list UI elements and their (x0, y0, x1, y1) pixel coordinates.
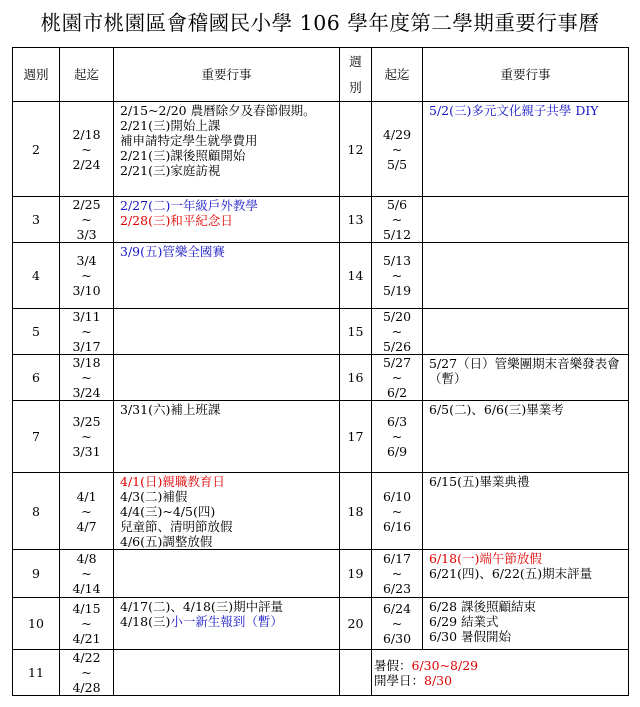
event-text: 5/2(三)多元文化親子共學 DIY (429, 103, 599, 118)
event-item (120, 474, 339, 489)
date-separator: ~ (81, 503, 92, 519)
date-separator: ~ (81, 324, 92, 339)
end-date: 6/30 (382, 631, 412, 646)
start-date: 5/27 (382, 355, 412, 370)
start-date: 3/18 (72, 355, 101, 370)
header-events: 重要行事 (114, 48, 340, 102)
event-item (120, 599, 339, 614)
week-number: 14 (340, 243, 372, 309)
date-range-cell (60, 243, 114, 309)
event-text-continued: 小一新生報到（暫） (170, 614, 283, 629)
date-range-cell (60, 355, 114, 401)
week-number: 3 (13, 197, 60, 243)
events-cell (114, 598, 340, 650)
event-item (120, 519, 339, 534)
event-text: 2/21(三)課後照顧開始 (120, 148, 246, 163)
start-date: 2/25 (72, 197, 101, 212)
event-text: 2/15~2/20 農曆除夕及春節假期。 (120, 103, 316, 118)
date-separator: ~ (391, 141, 403, 157)
week-number: 12 (340, 102, 372, 197)
events-cell (423, 197, 629, 243)
table-row (13, 473, 629, 550)
end-date: 3/3 (76, 227, 97, 242)
event-item (429, 474, 628, 489)
date-range-cell (60, 197, 114, 243)
event-item (120, 504, 339, 519)
event-item (429, 599, 628, 614)
end-date: 5/19 (382, 283, 412, 298)
week-number: 13 (340, 197, 372, 243)
event-text: 4/17(二)、4/18(三)期中評量 (120, 599, 284, 614)
school-calendar-table (12, 47, 629, 696)
date-range-cell (372, 473, 423, 550)
events-cell (114, 355, 340, 401)
end-date: 5/26 (382, 339, 412, 354)
end-date: 3/17 (72, 339, 101, 354)
week-number: 9 (13, 550, 60, 598)
week-number: 10 (13, 598, 60, 650)
date-separator: ~ (81, 665, 92, 680)
start-date: 6/10 (382, 488, 412, 504)
end-date: 4/7 (76, 518, 97, 534)
week-number: 16 (340, 355, 372, 401)
start-date: 5/13 (382, 253, 412, 268)
events-cell (114, 197, 340, 243)
week-number: 17 (340, 401, 372, 473)
date-separator: ~ (81, 616, 92, 631)
event-text: 補申請特定學生就學費用 (120, 133, 258, 148)
start-date: 3/11 (72, 309, 101, 324)
school-start-value: 8/30 (424, 673, 453, 688)
events-cell (423, 243, 629, 309)
events-cell (423, 309, 629, 355)
date-range-cell (372, 550, 423, 598)
end-date: 6/2 (386, 385, 408, 400)
event-text: 6/30 暑假開始 (429, 629, 512, 644)
date-range-cell (372, 102, 423, 197)
end-date: 5/12 (382, 227, 412, 242)
event-item (429, 402, 628, 417)
event-item (120, 118, 339, 133)
header-events-right: 重要行事 (423, 48, 629, 102)
start-date: 5/20 (382, 309, 412, 324)
start-date: 4/15 (72, 601, 101, 616)
header-week-right (340, 48, 372, 102)
date-separator: ~ (391, 370, 403, 385)
event-text: 4/4(三)~4/5(四) (120, 504, 216, 519)
week-number: 2 (13, 102, 60, 197)
start-date: 3/4 (76, 253, 97, 268)
event-item (120, 163, 339, 178)
end-date: 3/31 (72, 444, 101, 459)
week-number: 15 (340, 309, 372, 355)
summer-vacation-line (374, 658, 628, 673)
date-separator: ~ (391, 616, 403, 631)
table-row (13, 102, 629, 197)
events-cell (423, 355, 629, 401)
empty-week-cell (340, 650, 372, 696)
event-text: 2/27(二)一年級戶外教學 (120, 198, 258, 213)
event-item (120, 198, 339, 213)
end-date: 5/5 (386, 156, 408, 172)
event-text: 5/27（日）管樂團期末音樂發表會 (429, 356, 620, 371)
table-row (13, 355, 629, 401)
event-text: 6/15(五)畢業典禮 (429, 474, 530, 489)
events-cell (423, 550, 629, 598)
week-number: 7 (13, 401, 60, 473)
header-week-right-char1: 週 (349, 53, 362, 69)
table-row (13, 598, 629, 650)
event-text: 兒童節、清明節放假 (120, 519, 233, 534)
date-range-cell (372, 309, 423, 355)
date-separator: ~ (391, 268, 403, 283)
event-text: （暫） (429, 371, 467, 386)
events-cell (114, 102, 340, 197)
school-start-line (374, 673, 628, 688)
week-number: 6 (13, 355, 60, 401)
summer-vacation-label: 暑假： (374, 658, 412, 673)
date-range-cell (372, 401, 423, 473)
week-number: 8 (13, 473, 60, 550)
event-item (429, 371, 628, 386)
end-date: 2/24 (72, 156, 101, 172)
date-range-cell (372, 598, 423, 650)
events-cell (423, 473, 629, 550)
end-date: 3/24 (72, 385, 101, 400)
event-text: 4/3(二)補假 (120, 489, 188, 504)
event-item (429, 614, 628, 629)
event-text: 6/21(四)、6/22(五)期末評量 (429, 566, 593, 581)
table-row (13, 650, 629, 696)
date-separator: ~ (391, 324, 403, 339)
event-text: 2/21(三)家庭訪視 (120, 163, 221, 178)
week-number: 11 (13, 650, 60, 696)
start-date: 4/29 (382, 126, 412, 142)
event-item (120, 213, 339, 228)
end-date: 6/16 (382, 518, 412, 534)
date-range-cell (372, 355, 423, 401)
header-week-right-char2: 別 (349, 79, 362, 95)
header-dates-right: 起迄 (372, 48, 423, 102)
start-date: 4/8 (76, 551, 97, 566)
date-range-cell (60, 473, 114, 550)
event-text: 3/9(五)管樂全國賽 (120, 244, 225, 259)
table-row (13, 401, 629, 473)
date-separator: ~ (391, 566, 403, 581)
event-text: 6/29 結業式 (429, 614, 499, 629)
event-text: 6/28 課後照顧結束 (429, 599, 537, 614)
event-item (429, 356, 628, 371)
header-row (13, 48, 629, 102)
event-text: 2/28(三)和平紀念日 (120, 213, 233, 228)
event-item (120, 489, 339, 504)
date-separator: ~ (81, 212, 92, 227)
date-separator: ~ (81, 370, 92, 385)
header-week: 週別 (13, 48, 60, 102)
end-date: 6/23 (382, 581, 412, 596)
events-cell (423, 401, 629, 473)
start-date: 5/6 (386, 197, 408, 212)
start-date: 3/25 (72, 414, 101, 429)
date-range-cell (60, 650, 114, 696)
events-cell (114, 243, 340, 309)
start-date: 6/17 (382, 551, 412, 566)
end-date: 4/28 (72, 680, 101, 695)
date-range-cell (372, 243, 423, 309)
table-row (13, 550, 629, 598)
end-date: 6/9 (386, 444, 408, 459)
event-item (120, 534, 339, 549)
date-range-cell (60, 401, 114, 473)
week-number: 4 (13, 243, 60, 309)
event-item (120, 614, 339, 629)
event-item (120, 402, 339, 417)
start-date: 2/18 (72, 126, 101, 142)
date-range-cell (60, 550, 114, 598)
school-start-label: 開學日： (374, 673, 425, 688)
date-range-cell (60, 598, 114, 650)
event-item (120, 244, 339, 259)
start-date: 6/3 (386, 414, 408, 429)
events-cell (114, 309, 340, 355)
event-item (120, 148, 339, 163)
table-row (13, 309, 629, 355)
end-date: 3/10 (72, 283, 101, 298)
date-separator: ~ (391, 503, 403, 519)
week-number: 5 (13, 309, 60, 355)
events-cell (423, 102, 629, 197)
event-item (429, 551, 628, 566)
date-separator: ~ (81, 566, 92, 581)
header-dates: 起迄 (60, 48, 114, 102)
event-item (429, 103, 628, 118)
events-cell (114, 401, 340, 473)
events-cell (423, 598, 629, 650)
week-number: 20 (340, 598, 372, 650)
event-text: 3/31(六)補上班課 (120, 402, 221, 417)
start-date: 4/1 (76, 488, 97, 504)
date-separator: ~ (391, 212, 403, 227)
start-date: 6/24 (382, 601, 412, 616)
page-title: 桃園市桃園區會稽國民小學 106 學年度第二學期重要行事曆 (40, 11, 600, 35)
event-text: 4/18(三) (120, 614, 171, 629)
event-item (429, 566, 628, 581)
table-row (13, 243, 629, 309)
date-separator: ~ (81, 268, 92, 283)
summer-vacation-value: 6/30~8/29 (411, 658, 479, 673)
events-cell (114, 550, 340, 598)
event-text: 4/1(日)親職教育日 (120, 474, 225, 489)
date-separator: ~ (391, 429, 403, 444)
end-date: 4/14 (72, 581, 101, 596)
event-text: 6/18(一)端午節放假 (429, 551, 542, 566)
event-item (429, 629, 628, 644)
end-date: 4/21 (72, 631, 101, 646)
date-range-cell (60, 102, 114, 197)
date-separator: ~ (81, 429, 92, 444)
event-text: 2/21(三)開始上課 (120, 118, 221, 133)
date-range-cell (60, 309, 114, 355)
week-number: 19 (340, 550, 372, 598)
event-item (120, 133, 339, 148)
table-row (13, 197, 629, 243)
start-date: 4/22 (72, 650, 101, 665)
summer-info-cell (372, 650, 629, 696)
week-number: 18 (340, 473, 372, 550)
events-cell (114, 473, 340, 550)
event-item (120, 103, 339, 118)
date-separator: ~ (81, 141, 92, 157)
event-text: 4/6(五)調整放假 (120, 534, 213, 549)
events-cell (114, 650, 340, 696)
date-range-cell (372, 197, 423, 243)
event-text: 6/5(二)、6/6(三)畢業考 (429, 402, 564, 417)
